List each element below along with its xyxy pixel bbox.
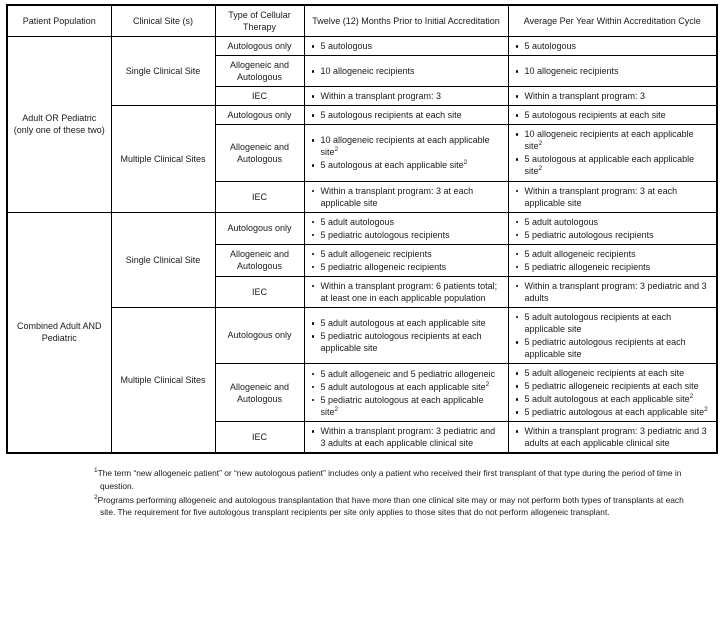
cell-average-requirements [508, 56, 717, 87]
header-patient-population: Patient Population [7, 5, 111, 37]
bullet-item: Within a transplant program: 3 pediatric and 3 adults at each applicable clinical site [514, 425, 712, 449]
cell-clinical-site: Single Clinical Site [111, 37, 215, 106]
bullet-item: 5 adult autologous [310, 216, 503, 228]
bullet-item: 5 adult autologous recipients at each applicable site [514, 311, 712, 335]
bullet-item: 5 pediatric autologous recipients [310, 229, 503, 241]
cell-average-requirements [508, 422, 717, 454]
bullet-item: 5 adult allogeneic recipients [310, 248, 503, 260]
table-body [7, 37, 717, 454]
footnote: $^2$Programs performing allogeneic and autologous transplantation that have more than one clinical site may or may not perform both types of transplants at each site. The requirement for five autologous transplant recipients per site only applies to those sites that do not perform allogeneic transplant. [94, 493, 684, 518]
bullet-item: 5 pediatric autologous recipients at each applicable site [514, 336, 712, 360]
bullet-item: Within a transplant program: 3 at each applicable site [310, 185, 503, 209]
cell-therapy-type: IEC [215, 422, 304, 454]
cell-therapy-type: Allogeneic and Autologous [215, 244, 304, 276]
prior-bullet-list [310, 65, 503, 77]
average-bullet-list [514, 216, 712, 241]
cell-therapy-type: Autologous only [215, 212, 304, 244]
bullet-item: Within a transplant program: 6 patients total; at least one in each applicable population [310, 280, 503, 304]
cell-average-requirements [508, 244, 717, 276]
cell-prior-requirements [304, 87, 508, 106]
bullet-item: 5 adult allogeneic recipients [514, 248, 712, 260]
header-average-per-year: Average Per Year Within Accreditation Cycle [508, 5, 717, 37]
cell-average-requirements [508, 212, 717, 244]
bullet-item: 10 allogeneic recipients at each applicable site$^2$ [514, 128, 712, 152]
table-row [7, 106, 717, 125]
bullet-item: 5 adult allogeneic recipients at each site [514, 367, 712, 379]
cell-prior-requirements [304, 422, 508, 454]
cell-therapy-type: Autologous only [215, 307, 304, 363]
cell-average-requirements [508, 181, 717, 212]
average-bullet-list [514, 90, 712, 102]
bullet-item: 5 adult autologous at each applicable site [310, 317, 503, 329]
bullet-item: 5 pediatric allogeneic recipients [310, 261, 503, 273]
cell-therapy-type: IEC [215, 87, 304, 106]
average-bullet-list [514, 40, 712, 52]
cell-clinical-site: Single Clinical Site [111, 212, 215, 307]
header-row [7, 5, 717, 37]
cell-therapy-type: Autologous only [215, 106, 304, 125]
average-bullet-list [514, 311, 712, 360]
prior-bullet-list [310, 280, 503, 304]
cell-clinical-site: Multiple Clinical Sites [111, 106, 215, 212]
bullet-item: 5 pediatric allogeneic recipients at each site [514, 380, 712, 392]
footnote: $^1$The term “new allogeneic patient” or “new autologous patient” includes only a patient who received their first transplant of that type during the period of time in question. [94, 467, 682, 491]
cell-therapy-type: Autologous only [215, 37, 304, 56]
cell-therapy-type: IEC [215, 181, 304, 212]
cell-average-requirements [508, 125, 717, 181]
prior-bullet-list [310, 317, 503, 354]
header-type-of-cellular-therapy: Type of Cellular Therapy [215, 5, 304, 37]
bullet-item: 10 allogeneic recipients [514, 65, 712, 77]
cell-average-requirements [508, 276, 717, 307]
average-bullet-list [514, 65, 712, 77]
bullet-item: 5 adult autologous [514, 216, 712, 228]
cell-prior-requirements [304, 276, 508, 307]
average-bullet-list [514, 367, 712, 418]
cell-prior-requirements [304, 56, 508, 87]
bullet-item: 5 pediatric autologous recipients [514, 229, 712, 241]
cell-prior-requirements [304, 364, 508, 422]
cell-therapy-type: Allogeneic and Autologous [215, 125, 304, 181]
cell-therapy-type: Allogeneic and Autologous [215, 56, 304, 87]
table-header [7, 5, 717, 37]
cell-prior-requirements [304, 37, 508, 56]
table-row [7, 37, 717, 56]
average-bullet-list [514, 185, 712, 209]
cell-average-requirements [508, 364, 717, 422]
cell-patient-population: Adult OR Pediatric (only one of these two) [7, 37, 111, 213]
cell-prior-requirements [304, 181, 508, 212]
bullet-item: 5 autologous recipients at each site [514, 109, 712, 121]
cell-average-requirements [508, 106, 717, 125]
bullet-item: Within a transplant program: 3 [310, 90, 503, 102]
cell-prior-requirements [304, 244, 508, 276]
bullet-item: 10 allogeneic recipients at each applicable site$^2$ [310, 134, 503, 158]
bullet-item: 5 autologous [310, 40, 503, 52]
prior-bullet-list [310, 368, 503, 418]
prior-bullet-list [310, 40, 503, 52]
cell-therapy-type: IEC [215, 276, 304, 307]
bullet-item: 5 pediatric autologous at each applicable site$^2$ [514, 406, 712, 418]
bullet-item: Within a transplant program: 3 pediatric and 3 adults at each applicable clinical site [310, 425, 503, 449]
cell-clinical-site: Multiple Clinical Sites [111, 307, 215, 453]
prior-bullet-list [310, 109, 503, 121]
cell-therapy-type: Allogeneic and Autologous [215, 364, 304, 422]
bullet-item: 5 autologous [514, 40, 712, 52]
header-twelve-months-prior: Twelve (12) Months Prior to Initial Accreditation [304, 5, 508, 37]
average-bullet-list [514, 248, 712, 273]
cell-average-requirements [508, 87, 717, 106]
bullet-item: 5 adult autologous at each applicable site$^2$ [310, 381, 503, 393]
bullet-item: 5 adult autologous at each applicable site$^2$ [514, 393, 712, 405]
prior-bullet-list [310, 134, 503, 171]
accreditation-requirements-table [6, 4, 718, 454]
bullet-item: Within a transplant program: 3 [514, 90, 712, 102]
bullet-item: Within a transplant program: 3 pediatric and 3 adults [514, 280, 712, 304]
cell-prior-requirements [304, 106, 508, 125]
average-bullet-list [514, 425, 712, 449]
cell-prior-requirements [304, 212, 508, 244]
average-bullet-list [514, 109, 712, 121]
bullet-item: 5 pediatric autologous recipients at each applicable site [310, 330, 503, 354]
cell-average-requirements [508, 37, 717, 56]
average-bullet-list [514, 280, 712, 304]
bullet-item: 5 autologous at applicable each applicable site$^2$ [514, 153, 712, 177]
bullet-item: 5 pediatric allogeneic recipients [514, 261, 712, 273]
footnotes-block [94, 467, 694, 518]
bullet-item: 10 allogeneic recipients [310, 65, 503, 77]
bullet-item: 5 autologous recipients at each site [310, 109, 503, 121]
prior-bullet-list [310, 185, 503, 209]
prior-bullet-list [310, 216, 503, 241]
prior-bullet-list [310, 90, 503, 102]
cell-average-requirements [508, 307, 717, 363]
average-bullet-list [514, 128, 712, 177]
table-row [7, 212, 717, 244]
table-row [7, 307, 717, 363]
cell-prior-requirements [304, 307, 508, 363]
prior-bullet-list [310, 248, 503, 273]
bullet-item: Within a transplant program: 3 at each applicable site [514, 185, 712, 209]
cell-prior-requirements [304, 125, 508, 181]
bullet-item: 5 adult allogeneic and 5 pediatric allogeneic [310, 368, 503, 380]
bullet-item: 5 autologous at each applicable site$^2$ [310, 159, 503, 171]
cell-patient-population: Combined Adult AND Pediatric [7, 212, 111, 453]
prior-bullet-list [310, 425, 503, 449]
bullet-item: 5 pediatric autologous at each applicable site$^2$ [310, 394, 503, 418]
header-clinical-sites: Clinical Site (s) [111, 5, 215, 37]
